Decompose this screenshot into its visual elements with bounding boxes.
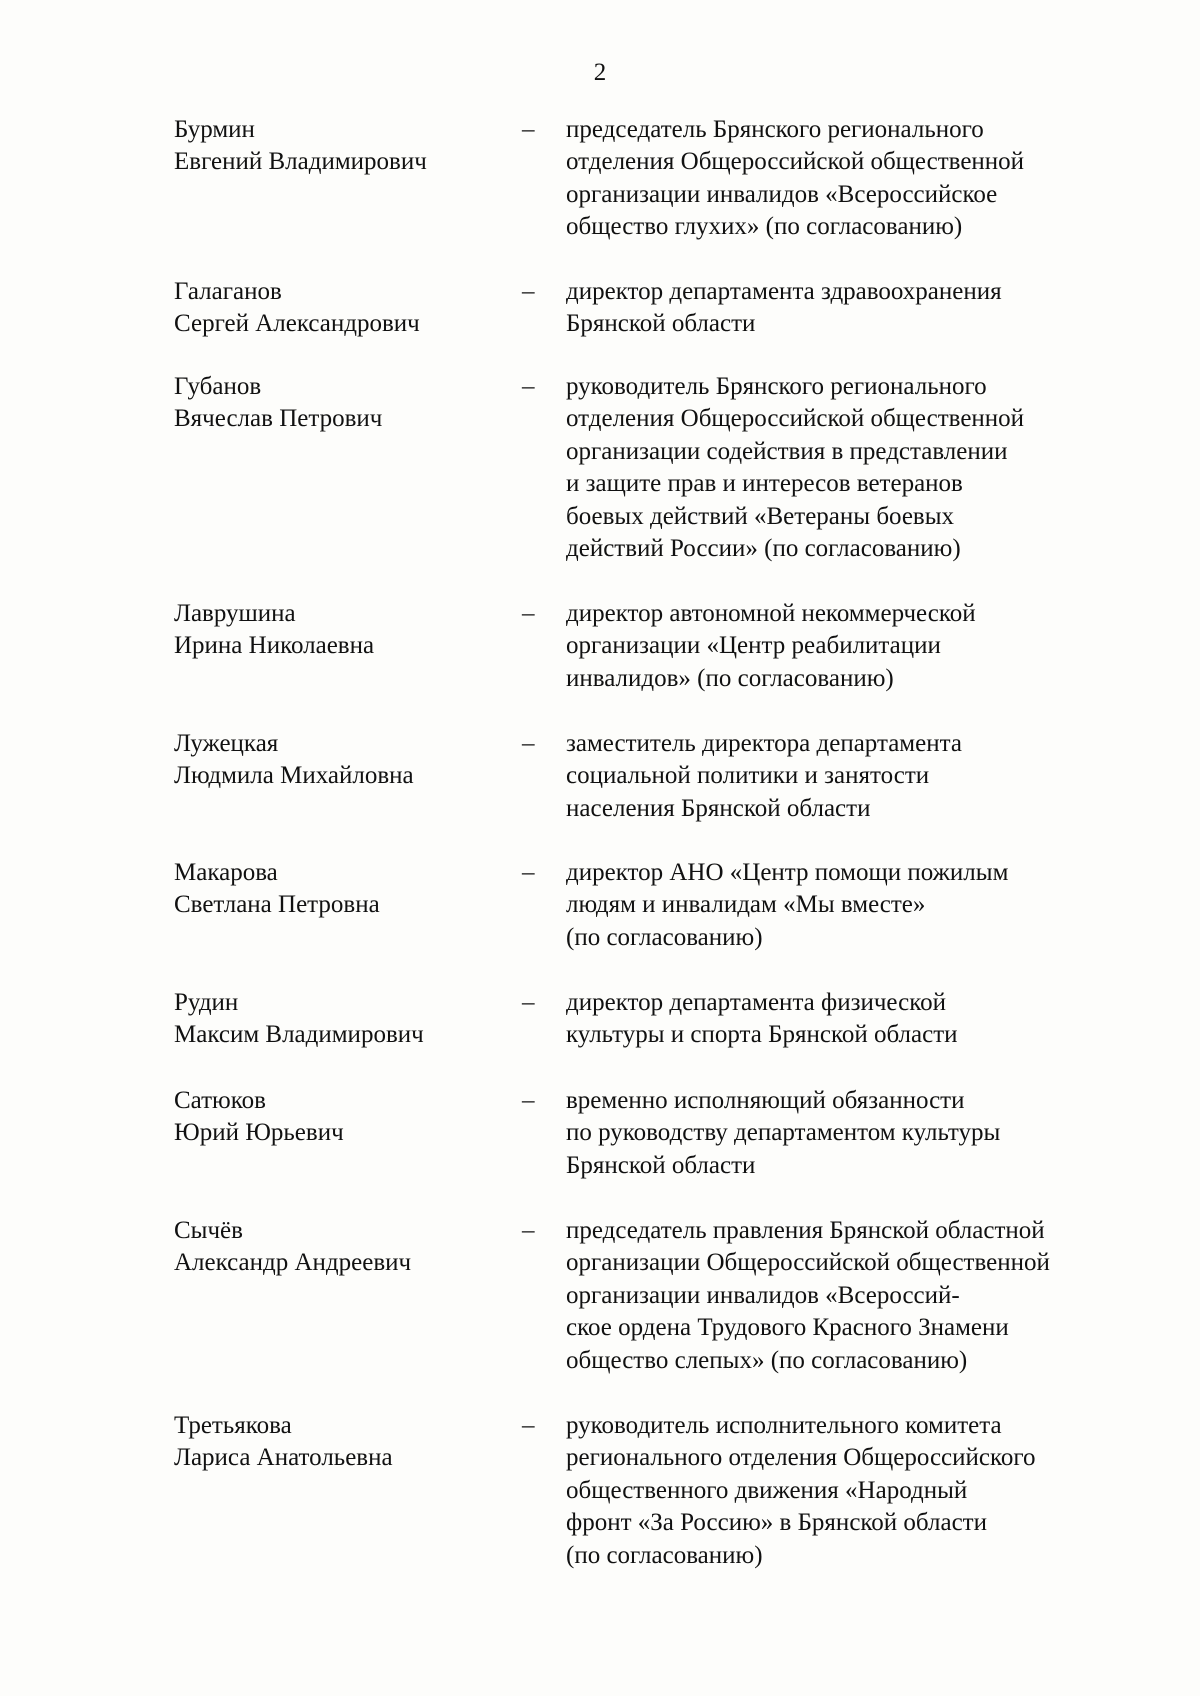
role-line: общество слепых» (по согласованию)	[566, 1346, 968, 1374]
member-given-names: Юрий Юрьевич	[174, 1119, 344, 1147]
member-role	[566, 857, 1106, 954]
role-line: организации Общероссийской общественной	[566, 1249, 1050, 1277]
separator-dash: –	[522, 1412, 535, 1439]
role-line: председатель правления Брянской областной	[566, 1217, 1045, 1244]
member-name	[174, 598, 504, 663]
member-given-names: Светлана Петровна	[174, 891, 380, 919]
separator-dash: –	[522, 373, 535, 400]
separator-dash: –	[522, 1087, 535, 1114]
role-line: временно исполняющий обязанности	[566, 1087, 965, 1114]
member-surname: Рудин	[174, 989, 239, 1016]
member-given-names: Ирина Николаевна	[174, 632, 375, 660]
role-line: регионального отделения Общероссийского	[566, 1444, 1036, 1472]
member-role	[566, 598, 1106, 695]
role-line: организации содействия в представлении	[566, 437, 1008, 465]
member-role	[566, 371, 1106, 565]
member-name	[174, 1085, 504, 1150]
member-given-names: Вячеслав Петрович	[174, 405, 383, 433]
member-surname: Галаганов	[174, 278, 282, 305]
role-line: Брянской области	[566, 310, 756, 338]
member-surname: Макарова	[174, 859, 278, 886]
role-line: ское ордена Трудового Красного Знамени	[566, 1314, 1009, 1342]
role-line: (по согласованию)	[566, 923, 763, 951]
role-line: действий России» (по согласованию)	[566, 535, 961, 563]
member-name	[174, 728, 504, 793]
member-role	[566, 1215, 1106, 1377]
separator-dash: –	[522, 278, 535, 305]
member-given-names: Евгений Владимирович	[174, 148, 427, 176]
member-surname: Сычёв	[174, 1217, 243, 1244]
role-line: населения Брянской области	[566, 794, 871, 822]
member-name	[174, 114, 504, 179]
role-line: людям и инвалидам «Мы вместе»	[566, 891, 926, 919]
member-name	[174, 371, 504, 436]
role-line: директор автономной некоммерческой	[566, 600, 976, 627]
role-line: общественного движения «Народный	[566, 1476, 968, 1504]
role-line: общество глухих» (по согласованию)	[566, 213, 963, 241]
member-surname: Бурмин	[174, 116, 255, 143]
separator-dash: –	[522, 989, 535, 1016]
role-line: заместитель директора департамента	[566, 730, 962, 757]
member-given-names: Максим Владимирович	[174, 1021, 424, 1049]
role-line: культуры и спорта Брянской области	[566, 1021, 958, 1049]
role-line: директор АНО «Центр помощи пожилым	[566, 859, 1009, 886]
role-line: инвалидов» (по согласованию)	[566, 664, 894, 692]
role-line: Брянской области	[566, 1151, 756, 1179]
member-given-names: Людмила Михайловна	[174, 762, 414, 790]
role-line: организации инвалидов «Всероссийское	[566, 180, 998, 208]
member-given-names: Лариса Анатольевна	[174, 1444, 393, 1472]
member-name	[174, 857, 504, 922]
separator-dash: –	[522, 859, 535, 886]
role-line: директор департамента здравоохранения	[566, 278, 1002, 305]
role-line: социальной политики и занятости	[566, 762, 930, 790]
role-line: организации «Центр реабилитации	[566, 632, 941, 660]
role-line: отделения Общероссийской общественной	[566, 405, 1025, 433]
separator-dash: –	[522, 600, 535, 627]
role-line: председатель Брянского регионального	[566, 116, 984, 143]
member-surname: Сатюков	[174, 1087, 266, 1114]
member-name	[174, 1215, 504, 1280]
member-name	[174, 987, 504, 1052]
role-line: по руководству департаментом культуры	[566, 1119, 1001, 1147]
member-surname: Третьякова	[174, 1412, 292, 1439]
role-line: отделения Общероссийской общественной	[566, 148, 1025, 176]
role-line: боевых действий «Ветераны боевых	[566, 502, 955, 530]
separator-dash: –	[522, 116, 535, 143]
separator-dash: –	[522, 730, 535, 757]
member-role	[566, 1410, 1106, 1572]
member-role	[566, 728, 1106, 825]
member-given-names: Сергей Александрович	[174, 310, 420, 338]
member-role	[566, 114, 1106, 244]
member-role	[566, 276, 1106, 341]
role-line: организации инвалидов «Всероссий-	[566, 1281, 960, 1309]
role-line: руководитель Брянского регионального	[566, 373, 987, 400]
role-line: директор департамента физической	[566, 989, 946, 1016]
member-surname: Лужецкая	[174, 730, 279, 757]
member-role	[566, 1085, 1106, 1182]
member-name	[174, 276, 504, 341]
page-number: 2	[593, 59, 607, 86]
member-role	[566, 987, 1106, 1052]
member-name	[174, 1410, 504, 1475]
role-line: фронт «За Россию» в Брянской области	[566, 1509, 987, 1537]
separator-dash: –	[522, 1217, 535, 1244]
member-surname: Лаврушина	[174, 600, 296, 627]
role-line: и защите прав и интересов ветеранов	[566, 470, 963, 498]
member-given-names: Александр Андреевич	[174, 1249, 412, 1277]
role-line: (по согласованию)	[566, 1541, 763, 1569]
role-line: руководитель исполнительного комитета	[566, 1412, 1002, 1439]
member-surname: Губанов	[174, 373, 262, 400]
